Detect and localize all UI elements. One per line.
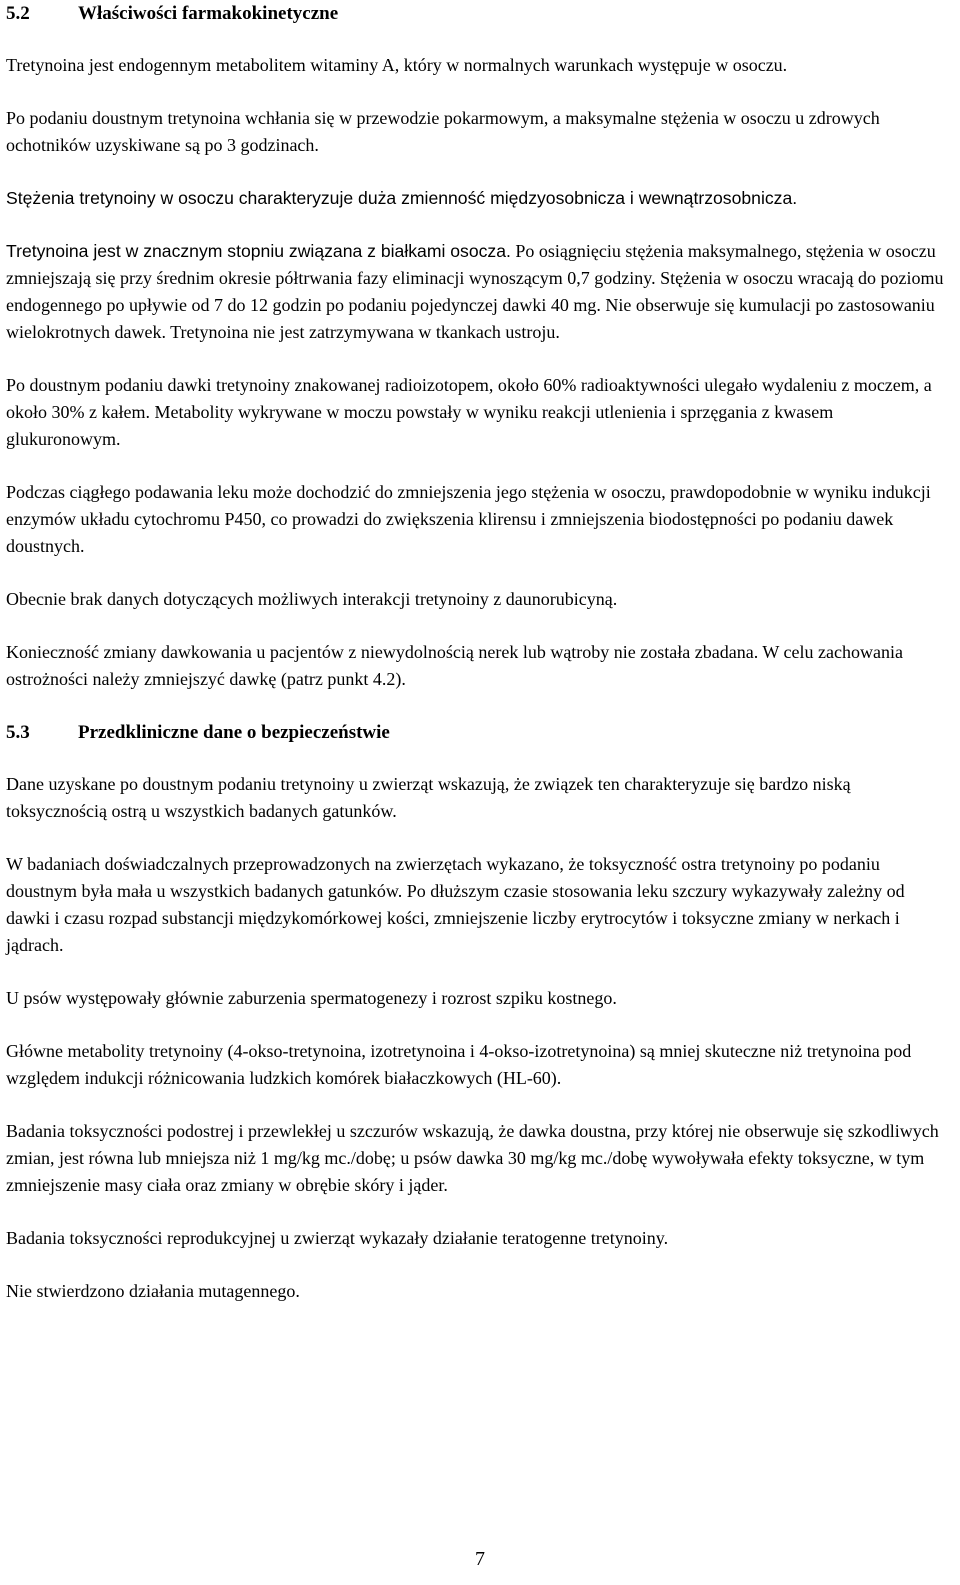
paragraph: Po podaniu doustnym tretynoina wchłania się w przewodzie pokarmowym, a maksymalne stężenia w osoczu u zdrowych ochotników uzyskiwane są po 3 godzinach.	[6, 108, 880, 155]
sentence: Po osiągnięciu stężenia maksymalnego, stężenia w osoczu zmniejszają się przy średnim okresie półtrwania fazy eliminacji wynoszącym 0,7 godziny.	[6, 241, 936, 288]
paragraph: Badania toksyczności reprodukcyjnej u zwierząt wykazały działanie teratogenne tretynoiny.	[6, 1228, 669, 1248]
sentence: Stężenia w osoczu wracają do poziomu endogennego po upływie od 7 do 12 godzin po podaniu pojedynczej dawki 40 mg. Nie obserwuje się kumulacji po zastosowaniu wielokrotnych dawek. Tretynoina nie jest zatrzymywana w tkankach ustroju.	[6, 268, 944, 342]
paragraph: Obecnie brak danych dotyczących możliwych interakcji tretynoiny z daunorubicyną.	[6, 589, 618, 609]
paragraph: Podczas ciągłego podawania leku może dochodzić do zmniejszenia jego stężenia w osoczu, prawdopodobnie w wyniku indukcji enzymów układu cytochromu P450, co prowadzi do zwiększenia klirensu i zmniejszenia biodostępności po podaniu dawek doustnych.	[6, 482, 931, 556]
section-number: 5.2	[6, 3, 30, 24]
section-number: 5.3	[6, 722, 30, 743]
paragraph: Tretynoina jest endogennym metabolitem witaminy A, który w normalnych warunkach występuje w osoczu.	[6, 55, 788, 75]
document-page	[6, 0, 950, 1331]
paragraph-group	[6, 238, 950, 346]
section-heading	[6, 719, 950, 747]
paragraph: W badaniach doświadczalnych przeprowadzonych na zwierzętach wykazano, że toksyczność ostra tretynoiny po podaniu doustnym była mała u wszystkich badanych gatunków. Po dłuższym czasie stosowania leku szczury wykazywały zależny od dawki i czasu rozpad substancji międzykomórkowej kości, zmniejszenie liczby erytrocytów i toksyczne zmiany w nerkach i jądrach.	[6, 854, 905, 955]
page-number: 7	[475, 1548, 485, 1570]
paragraph: U psów występowały głównie zaburzenia spermatogenezy i rozrost szpiku kostnego.	[6, 988, 617, 1008]
section-5-3	[6, 719, 950, 1305]
paragraph: Nie stwierdzono działania mutagennego.	[6, 1281, 300, 1301]
sentence: Tretynoina jest w znacznym stopniu związana z białkami osocza.	[6, 241, 511, 261]
paragraph: Stężenia tretynoiny w osoczu charakteryzuje duża zmienność międzyosobnicza i wewnątrzosobnicza.	[6, 188, 798, 208]
section-title: Przedkliniczne dane o bezpieczeństwie	[78, 722, 390, 743]
paragraph: Po doustnym podaniu dawki tretynoiny znakowanej radioizotopem, około 60% radioaktywności ulegało wydaleniu z moczem, a około 30% z kałem. Metabolity wykrywane w moczu powstały w wyniku reakcji utlenienia i sprzęgania z kwasem glukuronowym.	[6, 375, 932, 449]
paragraph: Konieczność zmiany dawkowania u pacjentów z niewydolnością nerek lub wątroby nie została zbadana. W celu zachowania ostrożności należy zmniejszyć dawkę (patrz punkt 4.2).	[6, 642, 903, 689]
paragraph: Główne metabolity tretynoiny (4-okso-tretynoina, izotretynoina i 4-okso-izotretynoina) są mniej skuteczne niż tretynoina pod względem indukcji różnicowania ludzkich komórek białaczkowych (HL-60).	[6, 1041, 912, 1088]
paragraph: Badania toksyczności podostrej i przewlekłej u szczurów wskazują, że dawka doustna, przy której nie obserwuje się szkodliwych zmian, jest równa lub mniejsza niż 1 mg/kg mc./dobę; u psów dawka 30 mg/kg mc./dobę wywoływała efekty toksyczne, w tym zmniejszenie masy ciała oraz zmiany w obrębie skóry i jąder.	[6, 1121, 939, 1195]
paragraph: Dane uzyskane po doustnym podaniu tretynoiny u zwierząt wskazują, że związek ten charakteryzuje się bardzo niską toksycznością ostrą u wszystkich badanych gatunków.	[6, 774, 851, 821]
section-5-2	[6, 0, 950, 693]
section-title: Właściwości farmakokinetyczne	[78, 3, 339, 24]
section-heading	[6, 0, 950, 28]
